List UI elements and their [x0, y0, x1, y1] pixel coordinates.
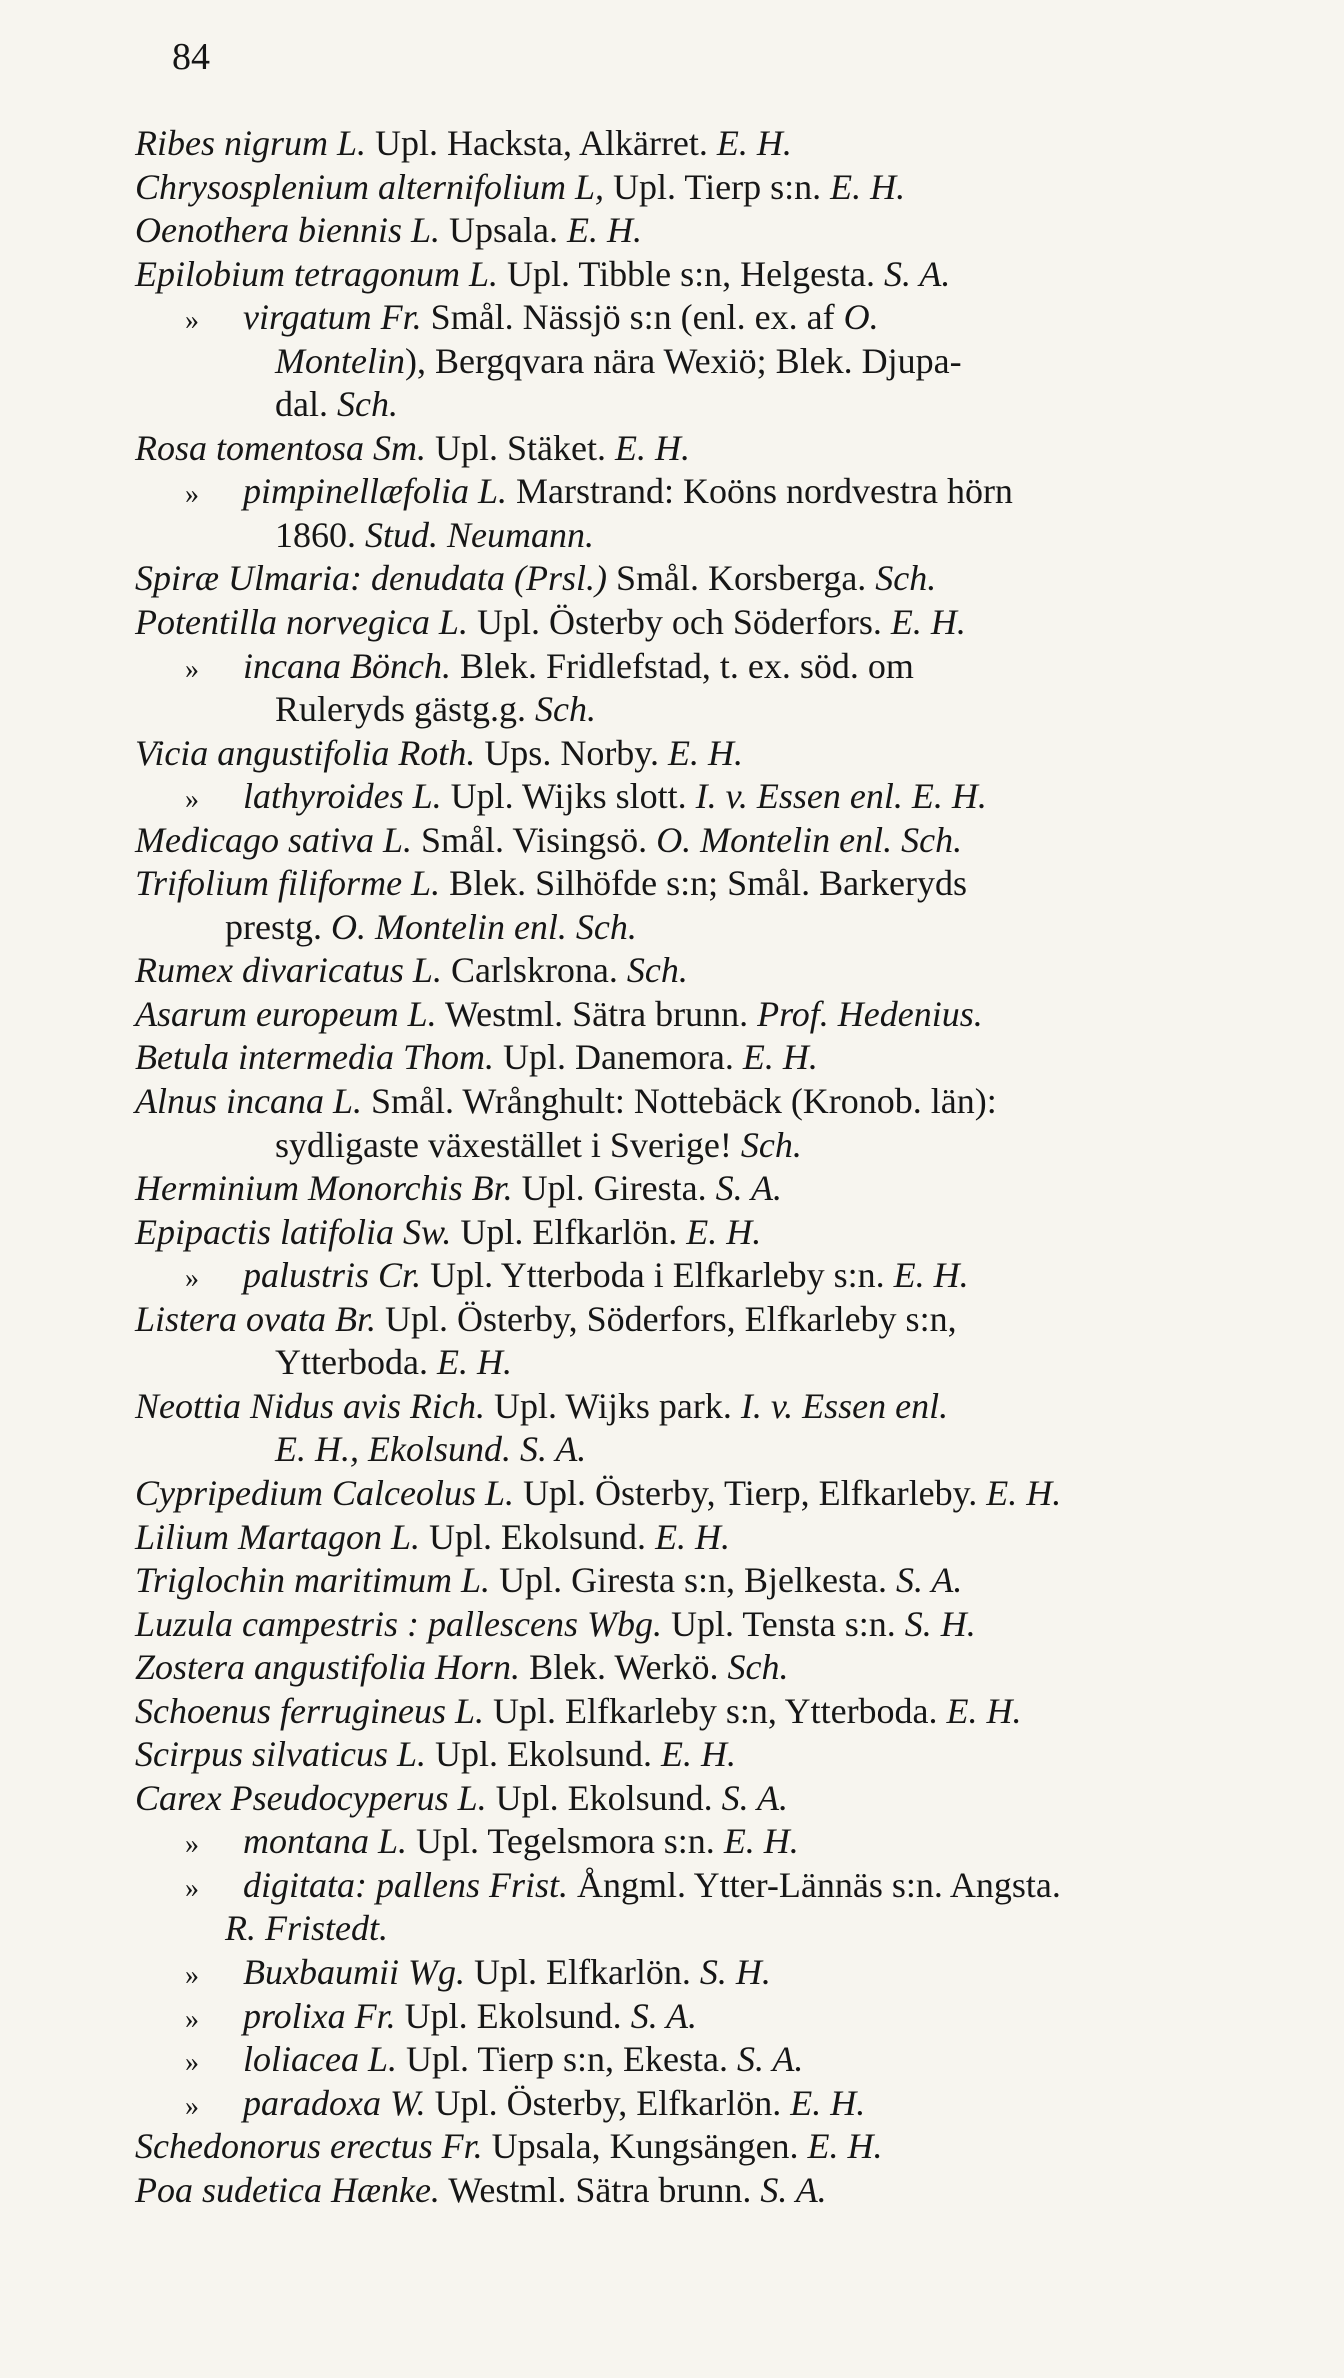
observer-initials: Sch.: [336, 384, 398, 425]
species-name: Scirpus silvaticus L.: [135, 1734, 427, 1775]
species-entry-continuation: [135, 383, 1295, 427]
species-name: Potentilla norvegica L.: [135, 602, 468, 643]
locality-text: Upl. Tegelsmora s:n.: [407, 1821, 724, 1862]
locality-text: Ytterboda.: [275, 1342, 437, 1383]
observer-initials: E. H.: [742, 1037, 818, 1078]
observer-initials: S. A.: [630, 1995, 698, 2036]
locality-text: prestg.: [225, 906, 331, 947]
species-entry-line: [135, 2169, 1295, 2213]
locality-text: Westml. Sätra brunn.: [439, 2169, 761, 2210]
observer-initials: O. Montelin enl. Sch.: [330, 906, 637, 947]
locality-text: Ruleryds gästg.g.: [275, 689, 535, 730]
species-entry-line: [135, 1472, 1295, 1516]
ditto-mark: »: [185, 784, 199, 816]
locality-text: Upl. Tensta s:n.: [661, 1603, 905, 1644]
species-entry-line: [135, 1646, 1295, 1690]
locality-text: Upsala, Kungsängen.: [482, 2126, 808, 2167]
observer-initials: E. H.: [807, 2126, 883, 2167]
species-entry-line: [135, 1690, 1295, 1734]
species-entry-line: [135, 1864, 1295, 1908]
species-name: Alnus incana L.: [135, 1081, 363, 1122]
species-entry-line: [135, 1254, 1295, 1298]
species-entry-line: [135, 1036, 1295, 1080]
species-entry-line: [135, 819, 1295, 863]
species-name: Schedonorus erectus Fr.: [135, 2126, 483, 2167]
observer-initials: E. H.: [614, 427, 690, 468]
species-entry-line: [135, 1559, 1295, 1603]
locality-text: Ups. Norby.: [475, 732, 668, 773]
species-name: prolixa Fr.: [243, 1995, 396, 2036]
species-name: Trifolium filiforme L.: [135, 863, 441, 904]
locality-text: Upl. Tierp s:n, Ekesta.: [396, 2039, 737, 2080]
species-name: Cypripedium Calceolus L.: [135, 1472, 514, 1513]
locality-text: Upl. Österby, Söderfors, Elfkarleby s:n,: [376, 1298, 957, 1339]
locality-text: Upl. Giresta s:n, Bjelkesta.: [490, 1560, 896, 1601]
observer-initials: E. H.: [890, 602, 966, 643]
species-entry-continuation: [135, 514, 1295, 558]
species-entry-continuation: [135, 1907, 1295, 1951]
locality-text: Upl. Tierp s:n.: [604, 166, 831, 207]
species-entry-continuation: [135, 688, 1295, 732]
locality-text: Upl. Österby, Elfkarlön.: [425, 2082, 791, 2123]
observer-initials: E. H.: [893, 1255, 969, 1296]
locality-text: Blek. Werkö.: [520, 1647, 728, 1688]
locality-text: Upl. Hacksta, Alkärret.: [366, 123, 717, 163]
species-name: montana L.: [243, 1821, 408, 1862]
species-entry-line: [135, 2038, 1295, 2082]
ditto-mark: »: [185, 1263, 199, 1295]
observer-initials: Sch.: [534, 689, 596, 730]
ditto-mark: »: [185, 2090, 199, 2122]
locality-text: Smål. Nässjö s:n (enl. ex. af: [421, 297, 844, 338]
species-name: palustris Cr.: [243, 1255, 422, 1296]
species-name: Epilobium tetragonum L.: [135, 253, 499, 294]
ditto-mark: »: [185, 2047, 199, 2079]
species-entry-line: [135, 470, 1295, 514]
locality-text: Blek. Silhöfde s:n; Smål. Barkeryds: [440, 863, 968, 904]
locality-text: ), Bergqvara nära Wexiö; Blek. Djupa-: [404, 340, 962, 381]
species-name: Betula intermedia Thom.: [135, 1037, 494, 1078]
species-name: digitata: pallens Frist.: [243, 1864, 569, 1905]
observer-initials: O.: [843, 297, 879, 338]
observer-initials: S. A.: [715, 1168, 782, 1209]
observer-initials: S. H.: [904, 1603, 976, 1644]
species-name: Ribes nigrum L.: [135, 123, 367, 163]
locality-text: Smål. Korsberga.: [607, 558, 876, 599]
species-name: Carex Pseudocyperus L.: [135, 1777, 487, 1818]
species-name: Rumex divaricatus L.: [135, 950, 442, 991]
species-name: lathyroides L.: [243, 776, 442, 817]
locality-text: sydligaste växestället i Sverige!: [275, 1124, 741, 1165]
species-name: Poa sudetica Hænke.: [135, 2169, 440, 2210]
locality-text: Smål. Visingsö.: [411, 819, 657, 860]
locality-text: dal.: [275, 384, 337, 425]
observer-initials: S. A.: [884, 253, 951, 294]
species-entry-line: [135, 209, 1295, 253]
species-name: Spiræ Ulmaria: denudata (Prsl.): [135, 558, 607, 599]
species-name: Buxbaumii Wg.: [243, 1951, 465, 1992]
species-entry-line: [135, 253, 1295, 297]
locality-text: Upl. Elfkarlön.: [451, 1211, 687, 1252]
species-entry-line: [135, 1995, 1295, 2039]
species-entry-line: [135, 557, 1295, 601]
species-entry-line: [135, 1211, 1295, 1255]
species-name: Epipactis latifolia Sw.: [135, 1211, 452, 1252]
species-entry-line: [135, 862, 1295, 906]
locality-text: Upl. Wijks park.: [484, 1385, 741, 1426]
ditto-mark: »: [185, 1872, 199, 1904]
species-name: Herminium Monorchis Br.: [135, 1168, 513, 1209]
species-entry-continuation: [135, 340, 1295, 384]
locality-text: Upl. Elfkarleby s:n, Ytterboda.: [483, 1690, 947, 1731]
observer-initials: S. A.: [896, 1560, 963, 1601]
species-entry-continuation: [135, 906, 1295, 950]
observer-initials: E. H.: [686, 1211, 762, 1252]
locality-text: Upl. Österby, Tierp, Elfkarleby.: [513, 1472, 987, 1513]
species-name: incana Bönch.: [243, 645, 451, 686]
locality-text: Upl. Ytterboda i Elfkarleby s:n.: [421, 1255, 894, 1296]
species-name: pimpinellæfolia L.: [243, 471, 508, 512]
observer-initials: E. H.: [655, 1516, 731, 1557]
species-entry-line: [135, 1733, 1295, 1777]
species-entry-line: [135, 775, 1295, 819]
species-entry-line: [135, 296, 1295, 340]
species-entry-line: [135, 1385, 1295, 1429]
species-name: Lilium Martagon L.: [135, 1516, 421, 1557]
species-name: Luzula campestris : pallescens Wbg.: [135, 1603, 662, 1644]
observer-initials: E. H.: [946, 1690, 1022, 1731]
observer-initials: R. Fristedt.: [225, 1908, 388, 1949]
species-entry-line: [135, 601, 1295, 645]
ditto-mark: »: [185, 2003, 199, 2035]
locality-text: Upl. Ekolsund.: [395, 1995, 631, 2036]
ditto-mark: »: [185, 305, 199, 337]
species-entry-line: [135, 1516, 1295, 1560]
species-entry-line: [135, 949, 1295, 993]
observer-initials: Sch.: [740, 1124, 802, 1165]
observer-initials: Sch.: [626, 950, 688, 991]
ditto-mark: »: [185, 1829, 199, 1861]
species-name: Chrysosplenium alternifolium L,: [135, 166, 605, 207]
ditto-mark: »: [185, 653, 199, 685]
locality-text: Smål. Wrånghult: Nottebäck (Kronob. län):: [362, 1081, 997, 1122]
locality-text: 1860.: [275, 514, 365, 555]
observer-initials: I. v. Essen enl.: [740, 1385, 949, 1426]
locality-text: Westml. Sätra brunn.: [436, 993, 758, 1034]
species-entry-line: [135, 1080, 1295, 1124]
observer-initials: E. H.: [716, 123, 792, 163]
species-name: Oenothera biennis L.: [135, 210, 440, 251]
observer-initials: E. H.: [830, 166, 906, 207]
species-entry-line: [135, 993, 1295, 1037]
locality-text: Upl. Danemora.: [493, 1037, 743, 1078]
species-entry-line: [135, 1777, 1295, 1821]
species-entry-line: [135, 645, 1295, 689]
locality-text: Upl. Ekolsund.: [486, 1777, 722, 1818]
observer-initials: E. H., Ekolsund. S. A.: [275, 1429, 587, 1470]
locality-text: Upl. Giresta.: [512, 1168, 716, 1209]
observer-initials: E. H.: [566, 210, 642, 251]
species-name: Asarum europeum L.: [135, 993, 437, 1034]
page-number: 84: [172, 36, 210, 78]
locality-text: Upl. Ekolsund.: [420, 1516, 656, 1557]
species-list: [135, 122, 1295, 2212]
locality-text: Ångml. Ytter-Lännäs s:n. Angsta.: [568, 1864, 1061, 1905]
observer-initials: Stud. Neumann.: [365, 514, 594, 555]
species-name: Medicago sativa L.: [135, 819, 412, 860]
species-entry-line: [135, 1167, 1295, 1211]
observer-initials: E. H.: [986, 1472, 1062, 1513]
observer-initials: Prof. Hedenius.: [757, 993, 983, 1034]
observer-initials: I. v. Essen enl. E. H.: [695, 776, 987, 817]
species-name: virgatum Fr.: [243, 297, 422, 338]
observer-initials: E. H.: [436, 1342, 512, 1383]
species-name: Vicia angustifolia Roth.: [135, 732, 476, 773]
species-entry-line: [135, 122, 1295, 166]
species-name: Schoenus ferrugineus L.: [135, 1690, 484, 1731]
observer-initials: S. H.: [699, 1951, 771, 1992]
species-name: Triglochin maritimum L.: [135, 1560, 491, 1601]
observer-initials: S. A.: [760, 2169, 827, 2210]
species-entry-continuation: [135, 1341, 1295, 1385]
species-name: Rosa tomentosa Sm.: [135, 427, 426, 468]
species-entry-line: [135, 427, 1295, 471]
species-entry-line: [135, 2125, 1295, 2169]
observer-initials: O. Montelin enl. Sch.: [656, 819, 963, 860]
species-entry-continuation: [135, 1124, 1295, 1168]
species-name: Zostera angustifolia Horn.: [135, 1647, 521, 1688]
locality-text: Upl. Elfkarlön.: [464, 1951, 700, 1992]
observer-initials: E. H.: [661, 1734, 737, 1775]
locality-text: Upl. Wijks slott.: [441, 776, 696, 817]
species-entry-line: [135, 166, 1295, 210]
observer-initials: S. A.: [721, 1777, 788, 1818]
ditto-mark: »: [185, 1959, 199, 1991]
species-name: Montelin: [275, 340, 405, 381]
locality-text: Upl. Österby och Söderfors.: [467, 602, 891, 643]
locality-text: Blek. Fridlefstad, t. ex. söd. om: [450, 645, 914, 686]
locality-text: Upsala.: [439, 210, 567, 251]
observer-initials: E. H.: [667, 732, 743, 773]
species-name: Neottia Nidus avis Rich.: [135, 1385, 485, 1426]
observer-initials: S. A.: [737, 2039, 804, 2080]
locality-text: Upl. Ekolsund.: [426, 1734, 662, 1775]
species-entry-line: [135, 1820, 1295, 1864]
locality-text: Carlskrona.: [441, 950, 627, 991]
species-entry-line: [135, 732, 1295, 776]
species-entry-continuation: [135, 1428, 1295, 1472]
species-entry-line: [135, 1603, 1295, 1647]
observer-initials: Sch.: [875, 558, 937, 599]
observer-initials: Sch.: [727, 1647, 789, 1688]
ditto-mark: »: [185, 479, 199, 511]
locality-text: Marstrand: Koöns nordvestra hörn: [507, 471, 1013, 512]
locality-text: Upl. Tibble s:n, Helgesta.: [498, 253, 885, 294]
species-name: paradoxa W.: [243, 2082, 426, 2123]
locality-text: Upl. Stäket.: [426, 427, 615, 468]
species-entry-line: [135, 1298, 1295, 1342]
observer-initials: E. H.: [790, 2082, 866, 2123]
species-name: loliacea L.: [243, 2039, 397, 2080]
species-entry-line: [135, 2082, 1295, 2126]
species-entry-line: [135, 1951, 1295, 1995]
species-name: Listera ovata Br.: [135, 1298, 377, 1339]
observer-initials: E. H.: [723, 1821, 799, 1862]
